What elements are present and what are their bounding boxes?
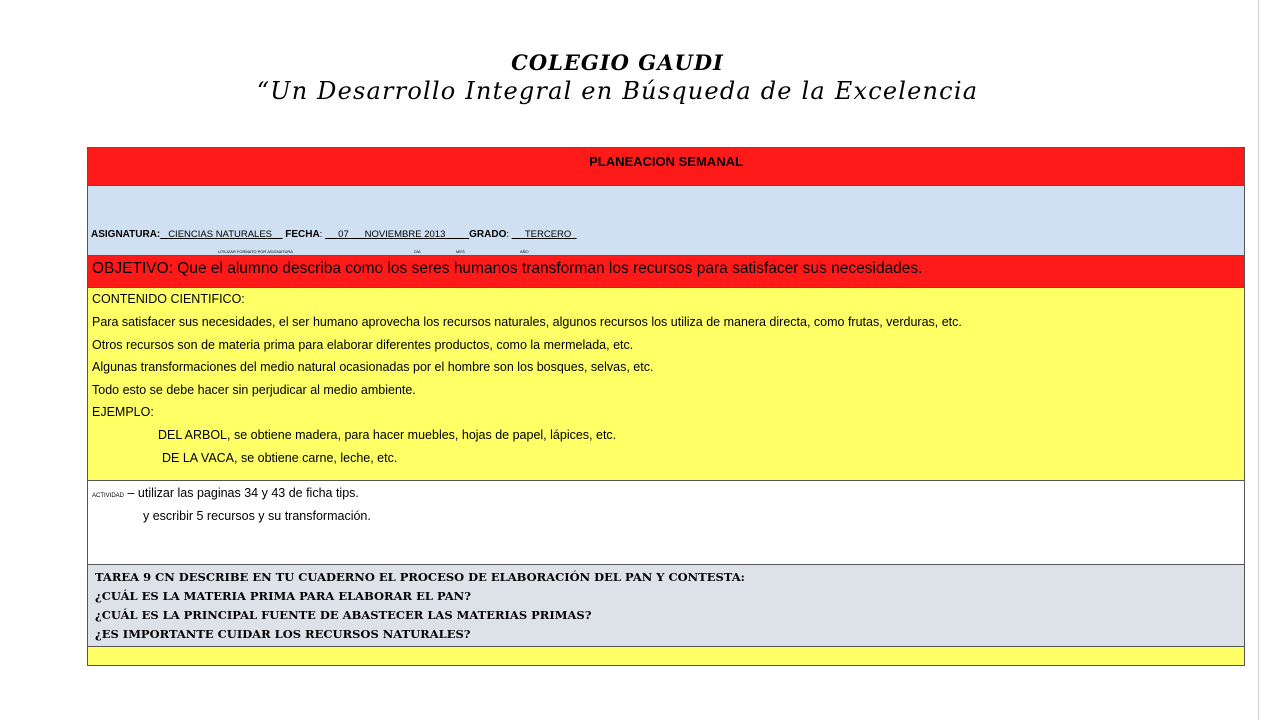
content-row bbox=[88, 288, 1244, 481]
homework-line-4: ¿ES IMPORTANTE CUIDAR LOS RECURSOS NATURALES? bbox=[95, 627, 471, 641]
plan-title: PLANEACION SEMANAL bbox=[589, 154, 743, 169]
activity-row bbox=[88, 481, 1244, 565]
example-heading: EJEMPLO: bbox=[92, 405, 154, 419]
homework-row bbox=[88, 565, 1244, 647]
hint-mes: MES bbox=[456, 249, 465, 254]
slide-edge-divider bbox=[1258, 0, 1259, 720]
hint-asignatura: UTILIZAR FORMATO POR ASIGNATURA bbox=[218, 249, 293, 254]
activity-line-1 bbox=[92, 486, 359, 500]
homework-line-2: ¿CUÁL ES LA MATERIA PRIMA PARA ELABORAR EL PAN? bbox=[95, 589, 471, 603]
school-slogan: “Un Desarrollo Integral en Búsqueda de la Excelencia bbox=[256, 77, 979, 105]
footer-row bbox=[88, 647, 1244, 665]
homework-line-3: ¿CUÁL ES LA PRINCIPAL FUENTE DE ABASTECER LAS MATERIAS PRIMAS? bbox=[95, 608, 592, 622]
content-heading: CONTENIDO CIENTIFICO: bbox=[92, 292, 245, 306]
hint-dia: DÍA bbox=[414, 249, 421, 254]
activity-line-2: y escribir 5 recursos y su transformación. bbox=[143, 509, 371, 523]
example-line-1: DEL ARBOL, se obtiene madera, para hacer muebles, hojas de papel, lápices, etc. bbox=[158, 428, 617, 442]
content-line-2: Otros recursos son de materia prima para elaborar diferentes productos, como la mermelada, etc. bbox=[92, 338, 634, 352]
school-name: COLEGIO GAUDI bbox=[511, 50, 724, 75]
activity-label: ACTIVIDAD bbox=[92, 493, 125, 499]
plan-info-row bbox=[88, 186, 1244, 256]
grado-value: TERCERO bbox=[524, 229, 572, 240]
content-line-3: Algunas transformaciones del medio natural ocasionadas por el hombre son los bosques, selvas, etc. bbox=[92, 360, 654, 374]
grado-label: GRADO bbox=[469, 229, 507, 240]
objective-text: OBJETIVO: Que el alumno describa como los seres humanos transforman los recursos para satisfacer sus necesidades. bbox=[92, 260, 923, 277]
asignatura-value: CIENCIAS NATURALES bbox=[168, 229, 273, 240]
objective-row bbox=[88, 256, 1244, 288]
content-line-4: Todo esto se debe hacer sin perjudicar al medio ambiente. bbox=[92, 383, 416, 397]
content-line-1: Para satisfacer sus necesidades, el ser humano aprovecha los recursos naturales, algunos recursos los utiliza de manera directa, como frutas, verduras, etc. bbox=[92, 315, 962, 329]
weekly-plan-table bbox=[87, 147, 1245, 666]
fecha-value: 07 NOVIEMBRE 2013 bbox=[338, 229, 446, 240]
example-line-2: DE LA VACA, se obtiene carne, leche, etc. bbox=[162, 451, 398, 465]
activity-text-1: – utilizar las paginas 34 y 43 de ficha tips. bbox=[127, 486, 359, 500]
info-line-1: ASIGNATURA: CIENCIAS NATURALES FECHA: 07 NOVIEMBRE 2013 GRADO: TERCERO bbox=[91, 229, 577, 240]
fecha-label: FECHA bbox=[285, 229, 320, 240]
asignatura-label: ASIGNATURA: bbox=[91, 229, 161, 240]
hint-ano: AÑO bbox=[520, 249, 529, 254]
plan-title-row bbox=[88, 148, 1244, 186]
homework-line-1: TAREA 9 CN DESCRIBE EN TU CUADERNO EL PROCESO DE ELABORACIÓN DEL PAN Y CONTESTA: bbox=[95, 570, 745, 584]
